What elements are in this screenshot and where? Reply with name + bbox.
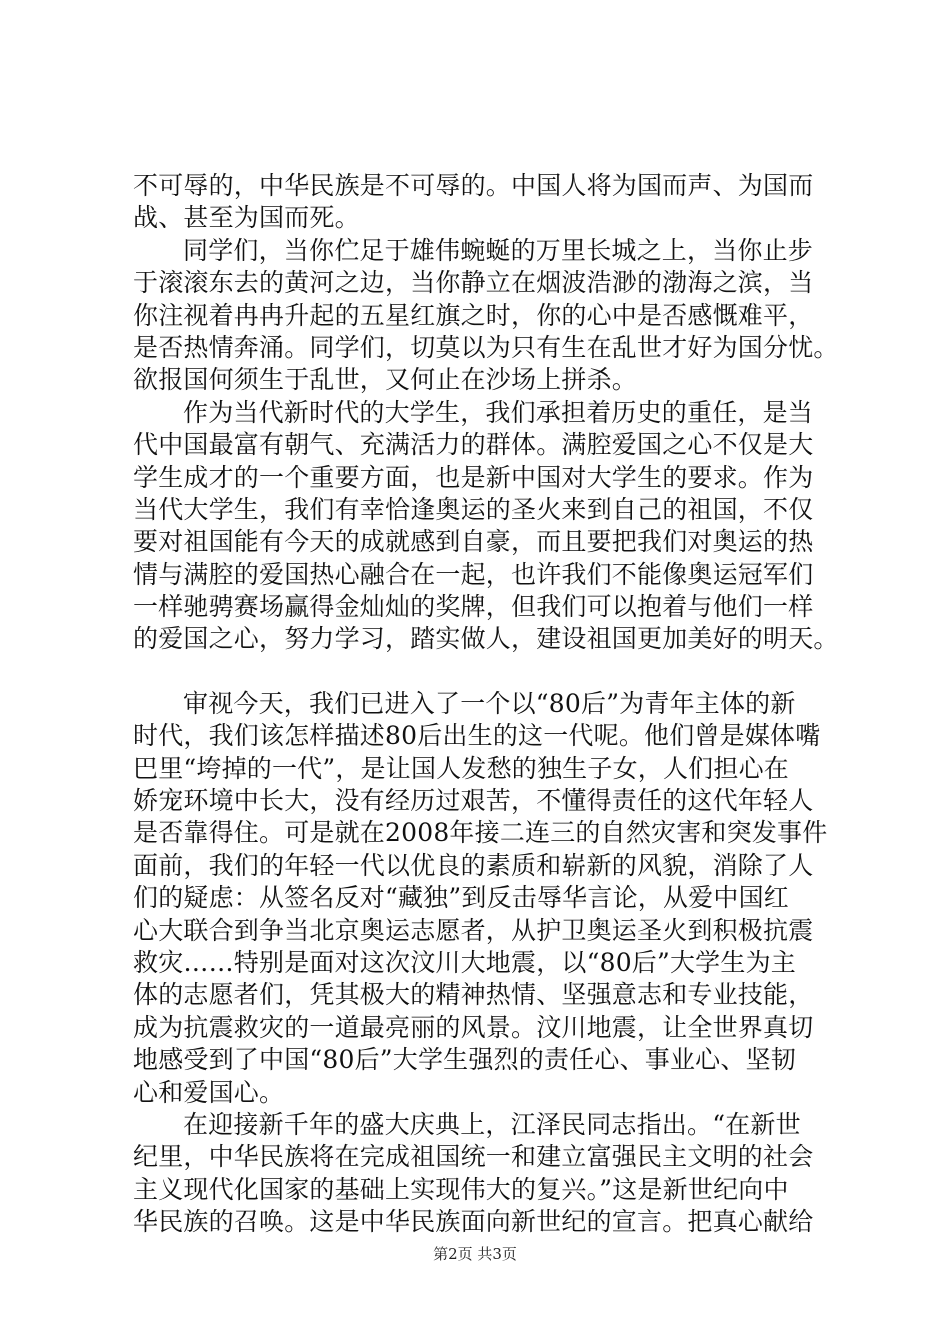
- text-line: 地感受到了中国“80后”大学生强烈的责任心、事业心、坚韧: [133, 1045, 796, 1075]
- paragraph: [133, 235, 853, 397]
- text-line: 体的志愿者们，凭其极大的精神热情、坚强意志和专业技能，: [133, 980, 814, 1010]
- text-line: 们的疑虑：从签名反对“藏独”到反击辱华言论，从爱中国红: [133, 883, 789, 913]
- text-line: 欲报国何须生于乱世，又何止在沙场上拼杀。: [133, 365, 638, 395]
- text-line: 要对祖国能有今天的成就感到自豪，而且要把我们对奥运的热: [133, 527, 814, 557]
- text-line: 华民族的召唤。这是中华民族面向新世纪的宣言。把真心献给: [133, 1207, 814, 1237]
- text-line: 一样驰骋赛场赢得金灿灿的奖牌，但我们可以抱着与他们一样: [133, 592, 814, 622]
- text-line: 同学们，当你伫足于雄伟蜿蜒的万里长城之上，当你止步: [183, 235, 814, 265]
- text-line: 战、甚至为国而死。: [133, 203, 360, 233]
- text-line: 你注视着冉冉升起的五星红旗之时，你的心中是否感慨难平，: [133, 300, 814, 330]
- text-line: 心大联合到争当北京奥运志愿者，从护卫奥运圣火到积极抗震: [133, 915, 814, 945]
- text-line: 情与满腔的爱国热心融合在一起，也许我们不能像奥运冠军们: [133, 559, 814, 589]
- paragraph-gap: [133, 656, 853, 688]
- text-line: 纪里，中华民族将在完成祖国统一和建立富强民主文明的社会: [133, 1142, 814, 1172]
- text-line: 的爱国之心，努力学习，踏实做人，建设祖国更加美好的明天。: [133, 624, 839, 654]
- text-line: 成为抗震救灾的一道最亮丽的风景。汶川地震，让全世界真切: [133, 1012, 814, 1042]
- text-line: 学生成才的一个重要方面，也是新中国对大学生的要求。作为: [133, 462, 814, 492]
- text-line: 巴里“垮掉的一代”，是让国人发愁的独生子女，人们担心在: [133, 753, 789, 783]
- paragraph: [133, 1109, 853, 1239]
- text-line: 审视今天，我们已进入了一个以“80后”为青年主体的新: [183, 688, 796, 718]
- page-number-footer: 第2页 共3页: [433, 1245, 517, 1263]
- text-line: 代中国最富有朝气、充满活力的群体。满腔爱国之心不仅是大: [133, 430, 814, 460]
- text-line: 救灾……特别是面对这次汶川大地震，以“80后”大学生为主: [133, 947, 796, 977]
- document-body: [133, 170, 853, 1239]
- text-line: 面前，我们的年轻一代以优良的素质和崭新的风貌，消除了人: [133, 850, 814, 880]
- text-line: 于滚滚东去的黄河之边，当你静立在烟波浩渺的渤海之滨，当: [133, 268, 814, 298]
- text-line: 不可辱的，中华民族是不可辱的。中国人将为国而声、为国而: [133, 171, 814, 200]
- text-line: 是否靠得住。可是就在2008年接二连三的自然灾害和突发事件: [133, 818, 828, 848]
- paragraph: [133, 170, 853, 235]
- paragraph: [133, 688, 853, 1109]
- text-line: 时代，我们该怎样描述80后出生的这一代呢。他们曾是媒体嘴: [133, 721, 821, 751]
- paragraph: [133, 397, 853, 656]
- text-line: 在迎接新千年的盛大庆典上，江泽民同志指出。“在新世: [183, 1109, 801, 1139]
- text-line: 作为当代新时代的大学生，我们承担着历史的重任，是当: [183, 397, 814, 427]
- text-line: 娇宠环境中长大，没有经历过艰苦，不懂得责任的这代年轻人: [133, 786, 814, 816]
- text-line: 当代大学生，我们有幸恰逢奥运的圣火来到自己的祖国，不仅: [133, 494, 814, 524]
- text-line: 心和爱国心。: [133, 1077, 285, 1107]
- text-line: 是否热情奔涌。同学们，切莫以为只有生在乱世才好为国分忧。: [133, 332, 839, 362]
- text-line: 主义现代化国家的基础上实现伟大的复兴。”这是新世纪向中: [133, 1174, 789, 1204]
